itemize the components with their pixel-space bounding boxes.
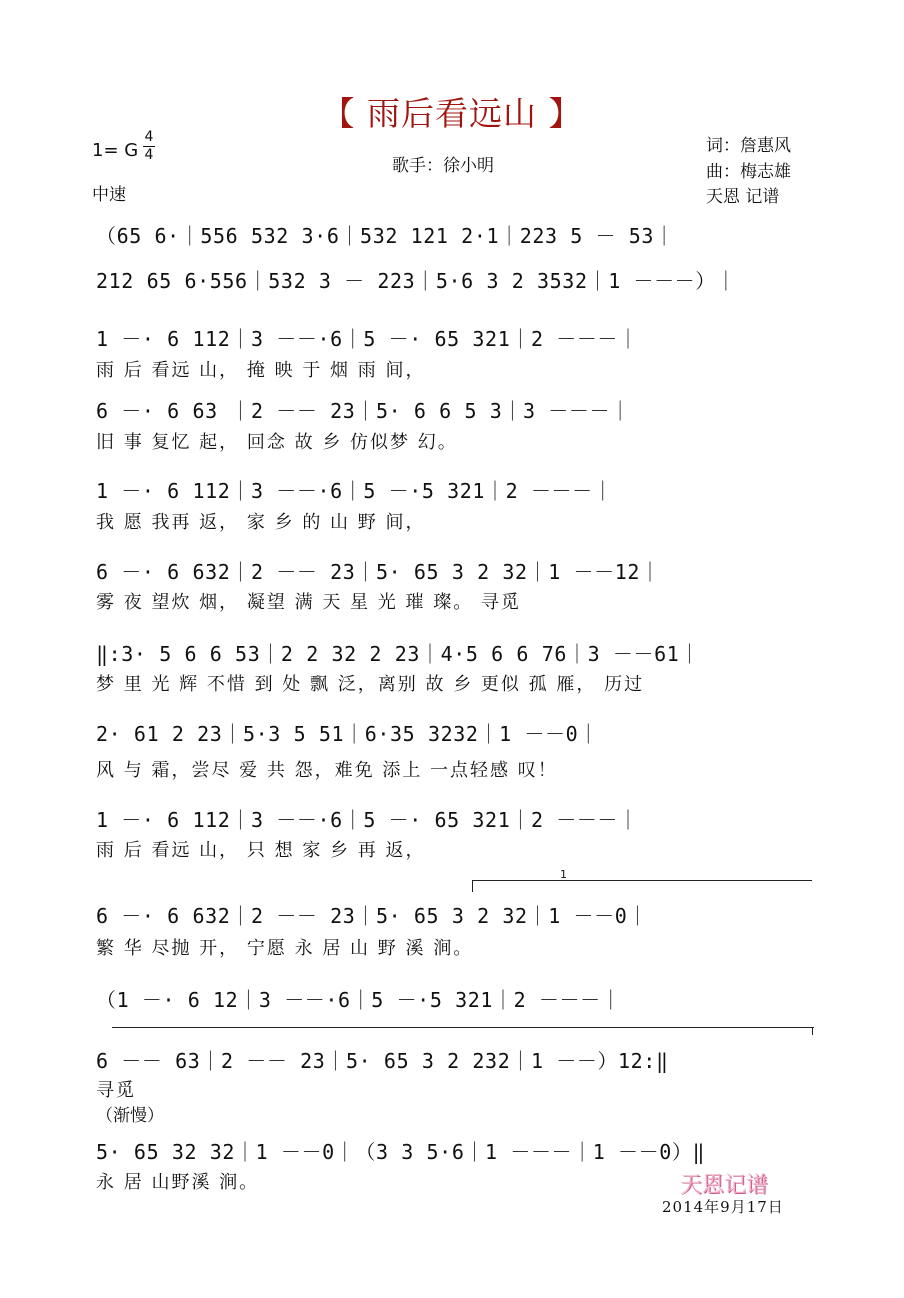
volta-number: 1 — [560, 868, 567, 881]
ending-score-line: 5· 65 32 32｜1 －－0｜（3 3 5·6｜1 －－－｜1 －－0）‖ — [96, 1140, 706, 1164]
lyric-line: 梦 里 光 辉 不惜 到 处 飘 泛，离别 故 乡 更似 孤 雁， 历过 — [96, 674, 645, 695]
volta-bracket-tick — [472, 880, 473, 892]
lyric-line: 繁 华 尽抛 开， 宁愿 永 居 山 野 溪 涧。 — [96, 938, 474, 959]
transcriber-credit: 天恩 记谱 — [706, 187, 780, 207]
score-line: 6 －· 6 632｜2 －－ 23｜5· 65 3 2 32｜1 －－0｜ — [96, 904, 648, 928]
lyric-line: 风 与 霜，尝尽 爱 共 怨，难免 添上 一点轻感 叹！ — [96, 760, 558, 781]
score-line: 2· 61 2 23｜5·3 5 51｜6·35 3232｜1 －－0｜ — [96, 722, 599, 746]
score-line: 6 －－ 63｜2 －－ 23｜5· 65 3 2 232｜1 －－）12:‖ — [96, 1049, 669, 1073]
time-signature — [143, 130, 155, 163]
score-line: 6 －· 6 632｜2 －－ 23｜5· 65 3 2 32｜1 －－12｜ — [96, 560, 661, 584]
ritardando-marking: （渐慢） — [96, 1106, 164, 1126]
singer-credit: 歌手：徐小明 — [392, 156, 494, 176]
watermark-stamp: 天恩记谱 — [680, 1173, 769, 1198]
score-line: （65 6·｜556 532 3·6｜532 121 2·1｜223 5 － 53｜ — [96, 224, 675, 248]
repeat-bracket — [112, 1027, 814, 1028]
score-line: ‖:3· 5 6 6 53｜2 2 32 2 23｜4·5 6 6 76｜3 －－61｜ — [96, 642, 700, 666]
time-sig-bottom: 4 — [144, 147, 154, 163]
lyric-line: 旧 事 复忆 起， 回念 故 乡 仿似梦 幻。 — [96, 432, 458, 453]
key-signature: 1= G — [92, 140, 139, 161]
repeat-bracket-tick — [812, 1027, 813, 1035]
score-line: 1 －· 6 112｜3 －－·6｜5 －· 65 321｜2 －－－｜ — [96, 327, 639, 351]
score-line: （1 －· 6 12｜3 －－·6｜5 －·5 321｜2 －－－｜ — [96, 988, 622, 1012]
lyric-line: 寻觅 — [96, 1080, 136, 1101]
lyric-line: 我 愿 我再 返， 家 乡 的 山 野 间， — [96, 512, 426, 533]
composer-credit: 曲：梅志雄 — [706, 162, 791, 182]
score-line: 6 －· 6 63 ｜2 －－ 23｜5· 6 6 5 3｜3 －－－｜ — [96, 399, 631, 423]
lyric-line: 雾 夜 望炊 烟， 凝望 满 天 星 光 璀 璨。 寻觅 — [96, 592, 521, 613]
lyric-line: 雨 后 看远 山， 掩 映 于 烟 雨 间， — [96, 360, 426, 381]
time-sig-top: 4 — [144, 129, 154, 145]
volta-bracket — [472, 880, 812, 881]
score-line: 212 65 6·556｜532 3 － 223｜5·6 3 2 3532｜1 －－－）｜ — [96, 269, 737, 293]
lyricist-credit: 词：詹惠风 — [706, 136, 791, 156]
score-line: 1 －· 6 112｜3 －－·6｜5 －· 65 321｜2 －－－｜ — [96, 808, 639, 832]
ending-lyric-line: 永 居 山野溪 涧。 — [96, 1172, 260, 1193]
lyric-line: 雨 后 看远 山， 只 想 家 乡 再 返， — [96, 840, 426, 861]
song-title: 【 雨后看远山 】 — [321, 94, 583, 133]
transcription-date: 2014年9月17日 — [662, 1198, 784, 1216]
tempo-marking: 中速 — [92, 185, 126, 205]
score-line: 1 －· 6 112｜3 －－·6｜5 －·5 321｜2 －－－｜ — [96, 479, 614, 503]
